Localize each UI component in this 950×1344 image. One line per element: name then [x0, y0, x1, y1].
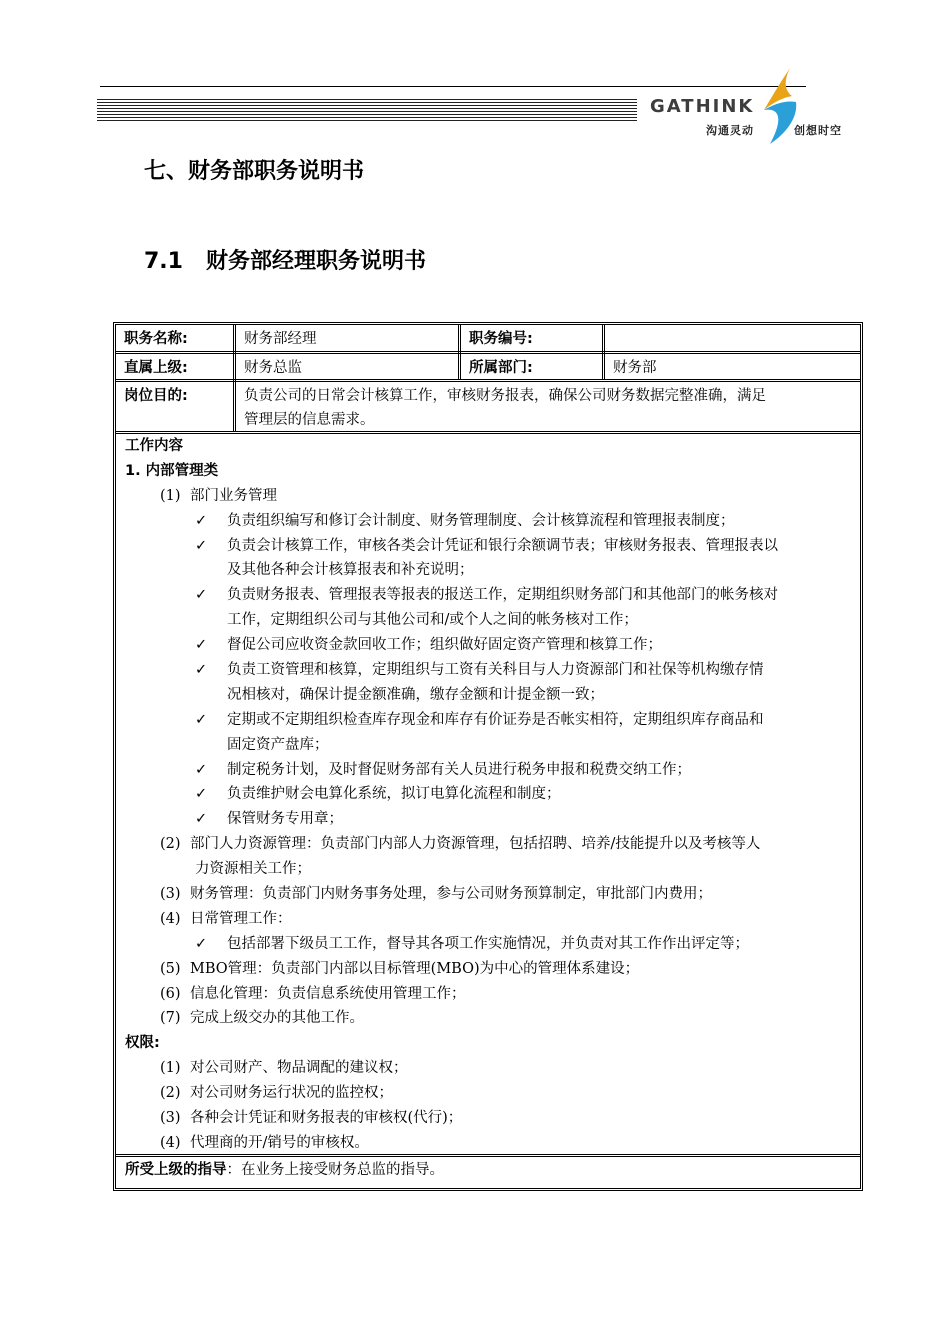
work-content: 工作内容 1. 内部管理类 (1) 部门业务管理 ✓ 负责组织编写和修订会计制度、财务管理制度、会计核算流程和管理报表制度； ✓ 负责会计核算工作，审核各类会计凭证和银行余额调节表；审核财务报表、管理报表以 及其他各种会计核算报表和补充说明； ✓ 负责财务报表、管理报表等报表的报送工作，定期组织财务部门和其他部门的帐务核对 工作，定期组织公司与其他公司和/或个人之间的帐务核对工作； ✓ 督促公司应收资金款回收工作；组织做好固定资产管理和核算工作； ✓ 负责工资管理和核算，定期组织与工资有关科目与人力资源部门和社保等机构缴存情 况相核对，确保计提金额准确，缴存金额和计提金额一致； ✓ 定期或不定期组织检查库存现金和库存有价证券是否帐实相符，定期组织库存商品和 固定资产盘库； ✓ 制定税务计划，及时督促财务部有关人员进行税务申报和税费交纳工作； ✓ 负责维护财会电算化系统，拟订电算化流程和制度； ✓ 保管财务专用章； (2) 部门人力资源管理：负责部门内部人力资源管理，包括招聘、培养/技能提升以及考核等人 力资源相关工作； (3) 财务管理：负责部门内财务事务处理，参与公司财务预算制定，审批部门内费用； (4) 日常管理工作： ✓ 包括部署下级员工工作，督导其各项工作实施情况，并负责对其工作作出评定等； (5) MBO管理：负责部门内部以目标管理(MBO)为中心的管理体系建设； (6) 信息化管理：负责信息系统使用管理工作； (7) 完成上级交办的其他工作。 权限: (1) 对公司财产、物品调配的建议权； (2) 对公司财务运行状况的监控权； (3) 各种会计凭证和财务报表的审核权(代行)； (4) 代理商的开/销号的审核权。: [116, 434, 860, 1156]
purpose-label: 岗位目的:: [124, 388, 188, 404]
list-item: ✓ 负责会计核算工作，审核各类会计凭证和银行余额调节表；审核财务报表、管理报表以: [125, 534, 860, 559]
list-item: ✓ 定期或不定期组织检查库存现金和库存有价证券是否帐实相符，定期组织库存商品和: [125, 708, 860, 733]
guidance-label: 所受上级的指导: [125, 1162, 227, 1178]
list-item: (7) 完成上级交办的其他工作。: [160, 1010, 364, 1027]
job-description-table: [113, 322, 863, 1191]
chapter-title: 七、财务部职务说明书: [144, 159, 365, 184]
check-icon: ✓: [195, 811, 208, 828]
purpose-line-1: 负责公司的日常会计核算工作，审核财务报表，确保公司财务数据完整准确，满足: [244, 388, 766, 404]
list-item: (4) 代理商的开/销号的审核权。: [160, 1134, 369, 1151]
row-position: [116, 325, 860, 351]
list-item: ✓ 制定税务计划，及时督促财务部有关人员进行税务申报和税费交纳工作；: [125, 758, 860, 783]
section-title: 7.1 财务部经理职务说明书: [144, 249, 426, 274]
position-name-label: 职务名称:: [124, 331, 188, 347]
superior-value: 财务总监: [244, 360, 302, 376]
logo-wordmark: GATHINK: [650, 96, 755, 117]
header-rule: [100, 86, 806, 87]
check-icon: ✓: [195, 711, 208, 728]
guidance-row: [116, 1154, 860, 1188]
list-item: ✓ 负责财务报表、管理报表等报表的报送工作，定期组织财务部门和其他部门的帐务核对: [125, 583, 860, 608]
list-item: ✓ 包括部署下级员工工作，督导其各项工作实施情况，并负责对其工作作出评定等；: [125, 932, 860, 957]
check-icon: ✓: [195, 662, 208, 679]
list-item: ✓ 督促公司应收资金款回收工作；组织做好固定资产管理和核算工作；: [125, 633, 860, 658]
logo-slogan-left: 沟通灵动: [706, 124, 754, 137]
department-value: 财务部: [613, 360, 657, 376]
list-item: (3) 各种会计凭证和财务报表的审核权(代行)；: [160, 1110, 463, 1127]
list-item: (3) 财务管理：负责部门内财务事务处理，参与公司财务预算制定，审批部门内费用；: [160, 886, 712, 903]
position-code-value: [605, 325, 860, 351]
guidance-text: ：在业务上接受财务总监的指导。: [226, 1162, 444, 1178]
check-icon: ✓: [195, 637, 208, 654]
list-item: (4) 日常管理工作：: [160, 910, 292, 927]
check-icon: ✓: [195, 935, 208, 952]
authority-title: 权限:: [125, 1035, 160, 1052]
list-item: (2) 对公司财务运行状况的监控权；: [160, 1085, 393, 1102]
list-item: ✓ 负责组织编写和修订会计制度、财务管理制度、会计核算流程和管理报表制度；: [125, 509, 860, 534]
section-internal-management: 1. 内部管理类: [125, 462, 219, 479]
row-superior: [116, 354, 860, 379]
department-label: 所属部门:: [469, 360, 533, 376]
row-purpose: [116, 382, 860, 431]
list-item: (1) 对公司财产、物品调配的建议权；: [160, 1060, 408, 1077]
list-item: (1) 部门业务管理: [160, 487, 277, 504]
work-title: 工作内容: [125, 438, 183, 454]
position-code-label: 职务编号:: [469, 331, 533, 347]
check-icon: ✓: [195, 761, 208, 778]
list-item: ✓ 保管财务专用章；: [125, 807, 860, 832]
check-icon: ✓: [195, 512, 208, 529]
list-item: (6) 信息化管理：负责信息系统使用管理工作；: [160, 985, 466, 1002]
check-icon: ✓: [195, 786, 208, 803]
header-stripes: [97, 99, 637, 121]
superior-label: 直属上级:: [124, 360, 188, 376]
list-item: (5) MBO管理：负责部门内部以目标管理(MBO)为中心的管理体系建设；: [160, 960, 640, 977]
logo-slogan-right: 创想时空: [794, 124, 842, 137]
position-name-value: 财务部经理: [244, 331, 317, 347]
check-icon: ✓: [195, 537, 208, 554]
check-icon: ✓: [195, 587, 208, 604]
purpose-value: [236, 382, 860, 431]
purpose-line-2: 管理层的信息需求。: [244, 412, 375, 428]
list-item: ✓ 负责维护财会电算化系统，拟订电算化流程和制度；: [125, 782, 860, 807]
list-item: (2) 部门人力资源管理：负责部门内部人力资源管理，包括招聘、培养/技能提升以及考核等人: [160, 836, 761, 853]
list-item: ✓ 负责工资管理和核算，定期组织与工资有关科目与人力资源部门和社保等机构缴存情: [125, 658, 860, 683]
